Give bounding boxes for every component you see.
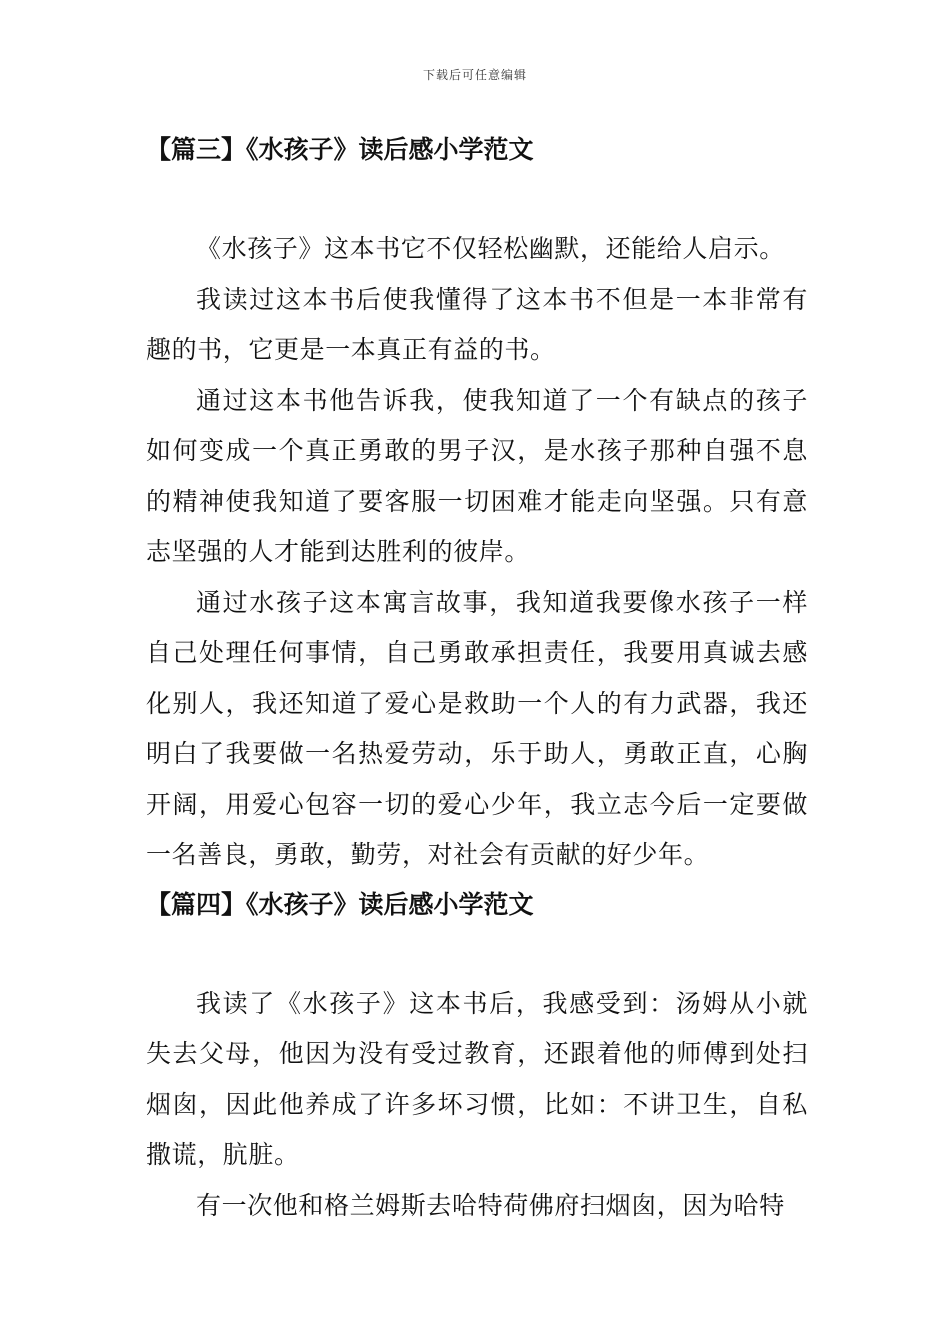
- section-title-4: 【篇四】《水孩子》读后感小学范文: [146, 889, 534, 919]
- paragraph: 我读了《水孩子》这本书后，我感受到：汤姆从小就失去父母，他因为没有受过教育，还跟着他的师傅到处扫烟囱，因此他养成了许多坏习惯，比如：不讲卫生，自私撒谎，肮脏。: [146, 988, 808, 1169]
- section-title-3: 【篇三】《水孩子》读后感小学范文: [146, 135, 534, 164]
- paragraph: 通过这本书他告诉我，使我知道了一个有缺点的孩子如何变成一个真正勇敢的男子汉，是水孩子那种自强不息的精神使我知道了要客服一切困难才能走向坚强。只有意志坚强的人才能到达胜利的彼岸。: [146, 385, 808, 566]
- paragraph: 我读过这本书后使我懂得了这本书不但是一本非常有趣的书，它更是一本真正有益的书。: [146, 284, 808, 364]
- paragraph: 《水孩子》这本书它不仅轻松幽默，还能给人启示。: [196, 234, 785, 263]
- paragraph: 通过水孩子这本寓言故事，我知道我要像水孩子一样自己处理任何事情，自己勇敢承担责任，我要用真诚去感化别人，我还知道了爱心是救助一个人的有力武器，我还明白了我要做一名热爱劳动，乐于助人，勇敢正直，心胸开阔，用爱心包容一切的爱心少年，我立志今后一定要做一名善良，勇敢，勤劳，对社会有贡献的好少年。: [146, 587, 808, 869]
- paragraph: 有一次他和格兰姆斯去哈特荷佛府扫烟囱，因为哈特: [196, 1190, 785, 1220]
- document-body: [146, 128, 808, 1231]
- header-note: 下载后可任意编辑: [422, 68, 527, 82]
